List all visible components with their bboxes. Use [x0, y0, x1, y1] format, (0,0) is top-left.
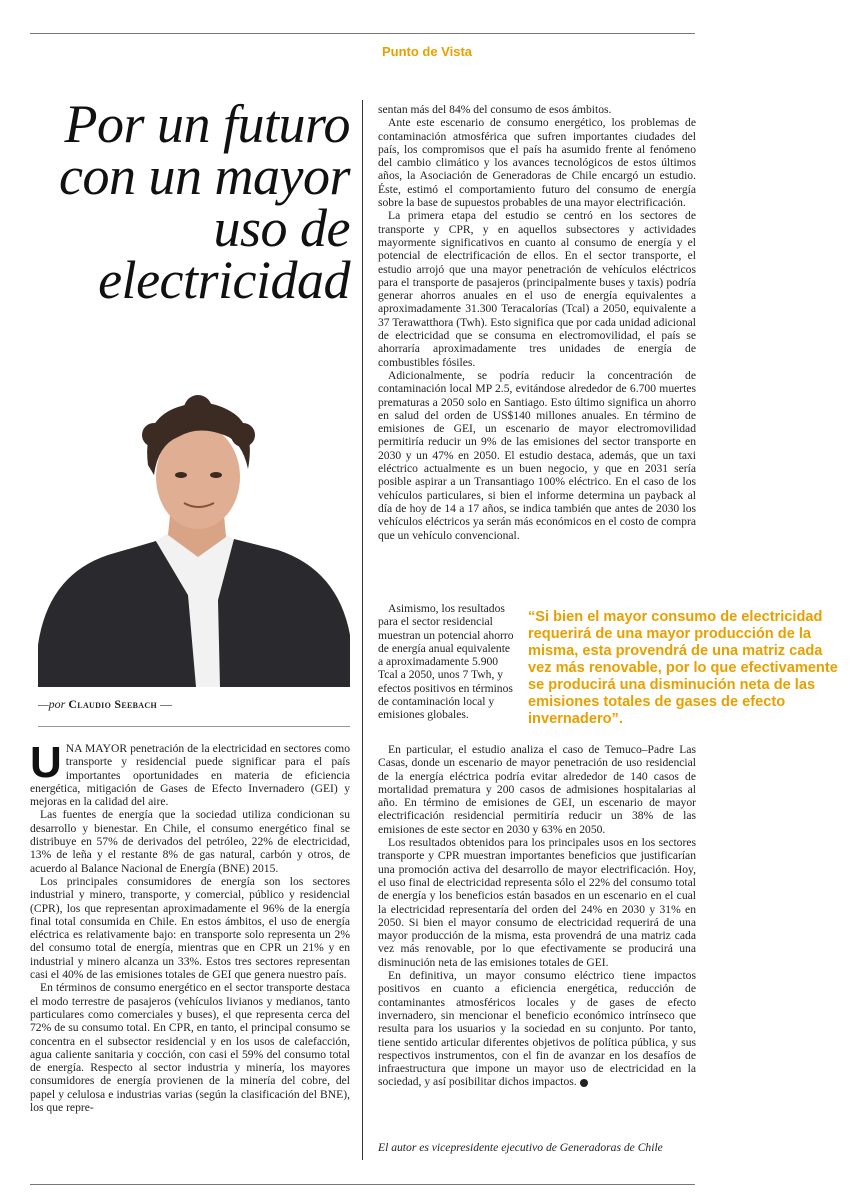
right-column-upper [378, 103, 696, 542]
drop-cap: U [30, 738, 62, 787]
right-paragraph: sentan más del 84% del consumo de esos ámbitos. [378, 103, 612, 116]
left-paragraph: Los principales consumidores de energía son los sectores industrial y minero, transporte, y comercial, público y residencial (CPR), los que representan aproximadamente el 96% de la energía final total consumida en Chile. En estos ámbitos, el uso de energía eléctrica es relativamente bajo: en transporte solo representa un 2% del consumo total de energía, mientras que en CPR un 21% y en industrial y minero alcanza un 33%. Estos tres sectores representan casi el 40% de las emisiones totales de GEI que genera nuestro país. [30, 874, 350, 982]
right-paragraph: En particular, el estudio analiza el caso de Temuco–Padre Las Casas, donde un escenario de mayor penetración de uso residencial de la energía eléctrica podría evitar alrededor de 140 casos de mortalidad prematura y 200 casos de admisiones hospitalarias al año. En término de emisiones de GEI, un escenario de mayor electrificación residencial permitiría reducir un 38% de las emisiones de este sector en 2030 y 63% en 2050. [378, 743, 696, 836]
author-photo [38, 395, 350, 687]
left-paragraph [30, 738, 350, 809]
byline-prefix: —por [38, 697, 66, 711]
column-divider [362, 100, 363, 1160]
top-rule [30, 33, 695, 34]
pull-quote: “Si bien el mayor consumo de electricidad requerirá de una mayor producción de la misma, esta provendrá de una matriz cada vez más renovable, por lo que efectivamente se producirá una disminución neta de las emisiones totales de gases de efecto invernadero”. [528, 609, 838, 727]
right-paragraph: Asimismo, los resultados para el sector residencial muestran un potencial ahorro de energía anual equivalente a aproximadamente 5.900 Tcal a 2050, unos 7 Twh, y efectos positivos en términos de contaminación local y emisiones globales. [378, 602, 514, 722]
byline-author: Claudio Seebach [68, 697, 157, 711]
left-paragraph: En términos de consumo energético en el sector transporte destaca el modo terrestre de pasajeros (vehículos livianos y medianos, tanto particulares como comerciales y buses), el que representa cerca del 72% de su consumo total. En CPR, en tanto, el principal consumo se concentra en el subsector residencial y en los usos de calefacción, agua caliente sanitaria y cocción, con casi el 59% del consumo total de energía. Respecto al sector industria y minería, los mayores consumidores de energía provienen de la minería del cobre, del papel y celulosa e industrias varias (según la clasificación del BNE), los que repre- [30, 981, 350, 1115]
right-column-narrow [378, 602, 518, 722]
end-mark-icon [580, 1079, 588, 1087]
right-paragraph [378, 969, 696, 1089]
left-column [30, 738, 350, 1115]
article-title: Por un futuro con un mayor uso de electricidad [59, 94, 350, 310]
author-note: El autor es vicepresidente ejecutivo de Generadoras de Chile [378, 1141, 663, 1154]
section-label: Punto de Vista [381, 44, 473, 59]
right-paragraph: Los resultados obtenidos para los principales usos en los sectores transporte y CPR muestran importantes beneficios que justificarían una promoción activa del desarrollo de mayor electrificación. Hoy, el uso final de electricidad representa sólo el 22% del consumo total de energía y los beneficios están basados en un escenario en el cual la electricidad representaría del orden del 24% en 2030 y 31% en 2050. Si bien el mayor consumo de electricidad requerirá de una mayor producción de la misma, esta provendrá de una matriz cada vez más renovable, por lo que efectivamente se producirá una disminución neta de las emisiones totales de GEI. [378, 836, 696, 969]
bottom-rule [30, 1184, 695, 1185]
right-column-lower [378, 743, 696, 1089]
left-paragraph: Las fuentes de energía que la sociedad utiliza condicionan su desarrollo y bienestar. En Chile, el consumo energético final se distribuye en 57% de derivados del petróleo, 22% de electricidad, 13% de leña y el restante 8% de gas natural, carbón y otros, de acuerdo al Balance Nacional de Energía (BNE) 2015. [30, 808, 350, 875]
byline-suffix: — [159, 697, 172, 711]
right-paragraph-text: En definitiva, un mayor consumo eléctrico tiene impactos positivos en cuanto a eficiencia energética, reducción de contaminantes atmosféricos locales y de gases de efecto invernadero, sin mencionar el beneficio económico intrínseco que resulta para los usuarios y la sociedad en su conjunto. Por tanto, tiene sentido articular diferentes objetivos de política pública, y sus respectivos instrumentos, con el fin de avanzar en los desafíos de infraestructura que impone un mayor uso de electricidad en la sociedad, y así posibilitar dichos impactos. [378, 969, 696, 1089]
right-paragraph: Adicionalmente, se podría reducir la concentración de contaminación local MP 2.5, evitándose alrededor de 6.700 muertes prematuras a 2050 solo en Santiago. Esto último significa un ahorro en salud del orden de US$140 millones anuales. En término de emisiones de GEI, un escenario de mayor electromovilidad permitiría reducir un 9% de las emisiones del sector transporte en 2030 y un 47% en 2050. El estudio destaca, además, que un taxi eléctrico actualmente es un buen negocio, y que en 2031 sería posible aspirar a un Transantiago 100% eléctrico. En el caso de los vehículos particulares, si bien el informe determina un payback al día de hoy de 14 a 17 años, se indica también que antes de 2030 los vehículos eléctricos ya serán más económicos en el costo de compra que un vehículo convencional. [378, 368, 696, 542]
byline [38, 697, 172, 712]
right-paragraph: Ante este escenario de consumo energético, los problemas de contaminación atmosférica que sufren importantes ciudades del país, los compromisos que el país ha asumido frente al fenómeno del cambio climático y los avances tecnológicos de estos últimos años, la Asociación de Generadoras de Chile encargó un estudio. Éste, estimó el comportamiento futuro del consumo de energía sobre la base de supuestos probables de una mayor electrificación. [378, 116, 696, 210]
right-paragraph: La primera etapa del estudio se centró en los sectores de transporte y CPR, y en aquellos subsectores y actividades mayormente significativos en cuanto al consumo de energía y el potencial de electrificación de ellos. En el sector transporte, el estudio arrojó que una mayor penetración de vehículos eléctricos para el transporte de pasajeros (principalmente buses y taxis) podría generar ahorros anuales en el uso de energía equivalentes a aproximadamente 31.300 Teracalorías (Tcal) a 2050, equivalente a 37 Terawatthora (Twh). Esto significa que por cada unidad adicional de electricidad que se consuma en electromovilidad, el país se ahorraría aproximadamente tres unidades de energía de combustibles fósiles. [378, 209, 696, 369]
left-paragraph-text: NA MAYOR penetración de la electricidad en sectores como transporte y residencial puede significar para el país importantes oportunidades en materia de eficiencia energética, mitigación de Gases de Efecto Invernadero (GEI) y mejoras en la calidad del aire. [30, 742, 350, 809]
byline-rule [38, 726, 350, 727]
